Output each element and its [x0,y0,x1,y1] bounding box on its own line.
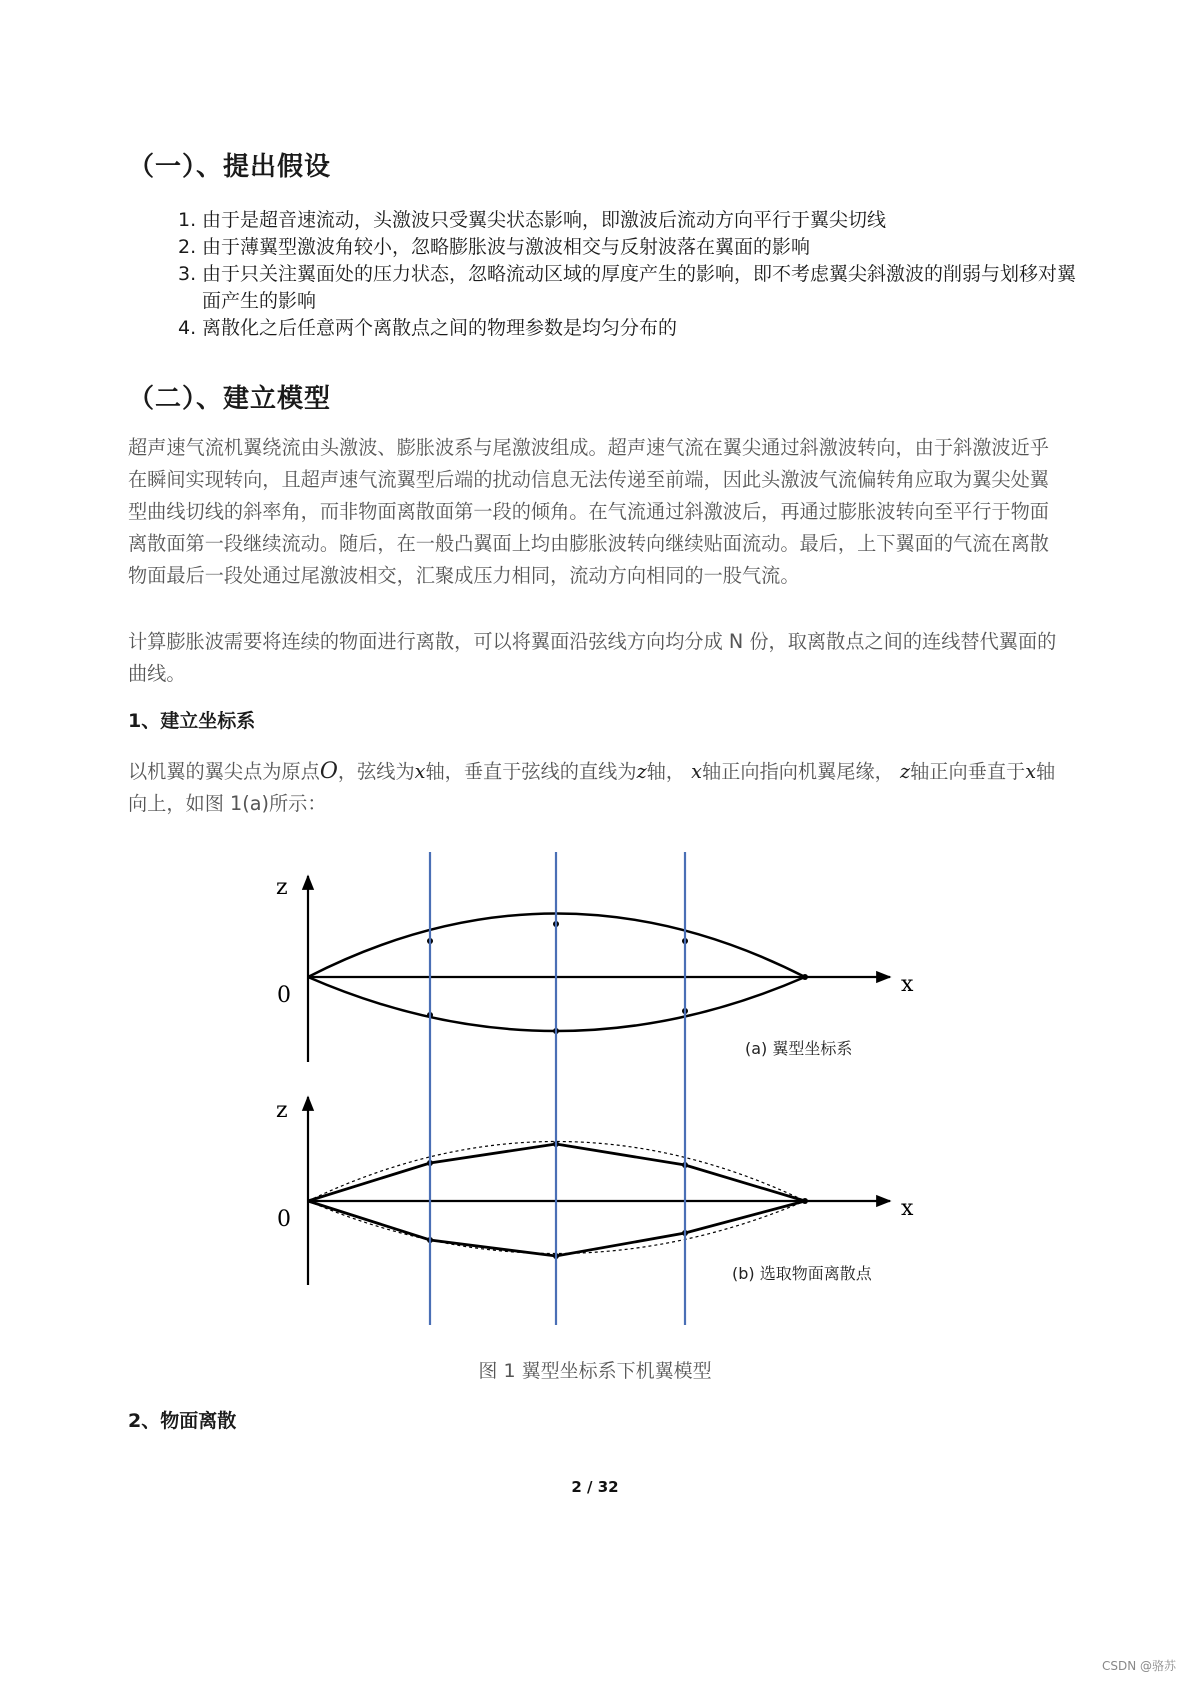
figure-caption: 图 1 翼型坐标系下机翼模型 [478,1360,712,1382]
panel-a-label: (a) 翼型坐标系 [745,1039,853,1058]
panel-b-label: (b) 选取物面离散点 [732,1264,872,1283]
axis-label-z-b: z [276,1098,288,1123]
origin-label-a: 0 [277,983,291,1008]
axis-label-z-a: z [276,875,288,900]
axis-label-x-a: x [901,972,914,997]
paragraph-discretization: 计算膨胀波需要将连续的物面进行离散，可以将翼面沿弦线方向均分成 N 份，取离散点之间的连线替代翼面的曲线。 [128,630,1057,685]
section-heading-assumptions: （一）、提出假设 [128,152,332,182]
section-heading-model: （二）、建立模型 [128,384,332,414]
discrete-point [802,1198,808,1204]
page-number: 2 / 32 [571,1478,619,1496]
list-item: 3. 由于只关注翼面处的压力状态，忽略流动区域的厚度产生的影响，即不考虑翼尖斜激波的削弱与划移对翼面产生的影响 [178,263,1077,312]
origin-label-b: 0 [277,1207,291,1232]
discrete-point [802,974,808,980]
subsection-heading-surface-discretization: 2、物面离散 [128,1410,237,1432]
panel-b-discrete-points [276,1097,914,1285]
paragraph-coordinate-definition: 以机翼的翼尖点为原点O，弦线为x轴，垂直于弦线的直线为z轴， x轴正向指向机翼尾缘， z轴正向垂直于x轴向上，如图 1(a)所示： [128,759,1056,815]
list-item: 2. 由于薄翼型激波角较小，忽略膨胀波与激波相交与反射波落在翼面的影响 [178,236,811,258]
axis-label-x-b: x [901,1196,914,1221]
paragraph-flow-description: 超声速气流机翼绕流由头激波、膨胀波系与尾激波组成。超声速气流在翼尖通过斜激波转向，由于斜激波近乎在瞬间实现转向，且超声速气流翼型后端的扰动信息无法传递至前端，因此头激波气流偏转角应取为翼尖处翼型曲线切线的斜率角，而非物面离散面第一段的倾角。在气流通过斜激波后，再通过膨胀波转向至平行于物面离散面第一段继续流动。随后，在一般凸翼面上均由膨胀波转向继续贴面流动。最后，上下翼面的气流在离散物面最后一段处通过尾激波相交，汇聚成压力相同，流动方向相同的一股气流。 [128,436,1049,587]
subsection-heading-coordinate-system: 1、建立坐标系 [128,710,256,732]
list-item: 4. 离散化之后任意两个离散点之间的物理参数是均匀分布的 [178,317,678,339]
watermark: CSDN @骆苏 [1101,1659,1176,1673]
list-item: 1. 由于是超音速流动，头激波只受翼尖状态影响，即激波后流动方向平行于翼尖切线 [178,209,887,231]
panel-a-coordinate-system [276,875,914,1062]
